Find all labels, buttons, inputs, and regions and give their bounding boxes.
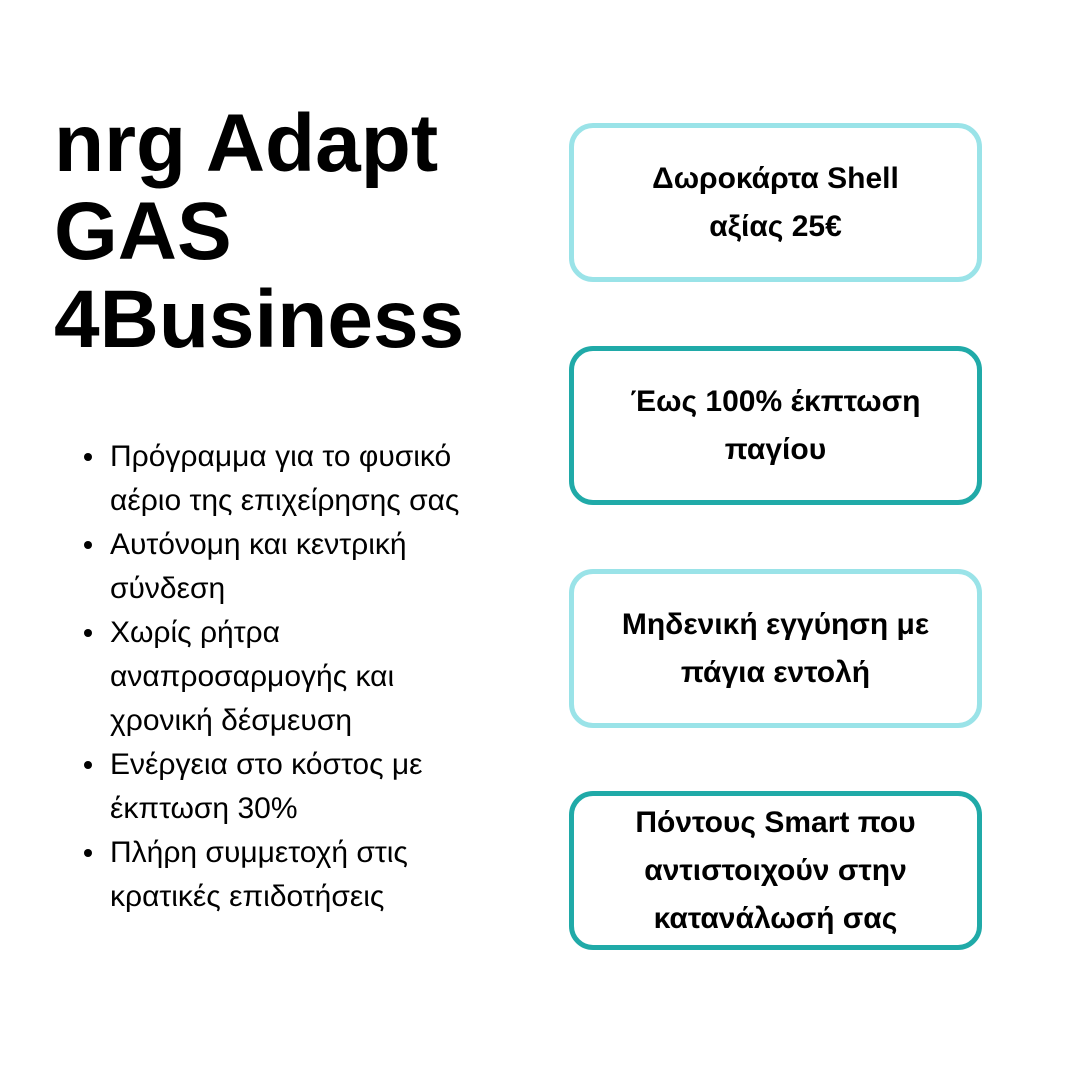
benefit-card-smart-points (569, 791, 982, 950)
benefit-card-fixed-fee-discount (569, 346, 982, 505)
list-item-text: Πλήρη συμμετοχή στις κρατικές επιδοτήσεις (110, 836, 408, 913)
title-line-3: 4Business (54, 274, 465, 365)
bullet-dot-icon (84, 629, 92, 637)
list-item (110, 831, 470, 919)
bullet-dot-icon (84, 761, 92, 769)
benefit-card-text: Μηδενική εγγύηση με πάγια εντολή (621, 607, 930, 689)
bullet-dot-icon (84, 541, 92, 549)
list-item (110, 743, 470, 831)
list-item-text: Αυτόνομη και κεντρική σύνδεση (110, 528, 407, 605)
page-title (54, 100, 464, 364)
bullet-dot-icon (84, 849, 92, 857)
feature-list (110, 435, 470, 919)
list-item (110, 611, 470, 743)
title-line-2: GAS (54, 186, 232, 277)
list-item-text: Πρόγραμμα για το φυσικό αέριο της επιχείρησης σας (110, 440, 460, 517)
list-item (110, 435, 470, 523)
title-line-1: nrg Adapt (54, 98, 439, 189)
benefit-card-text: Δωροκάρτα Shell αξίας 25€ (652, 161, 899, 243)
benefit-card-text: Έως 100% έκπτωση παγίου (630, 384, 921, 466)
list-item (110, 523, 470, 611)
benefit-card-zero-deposit (569, 569, 982, 728)
benefit-card-text: Πόντους Smart που αντιστοιχούν στην κατανάλωσή σας (635, 805, 916, 935)
bullet-dot-icon (84, 453, 92, 461)
list-item-text: Ενέργεια στο κόστος με έκπτωση 30% (110, 748, 423, 825)
list-item-text: Χωρίς ρήτρα αναπροσαρμογής και χρονική δέσμευση (110, 616, 395, 737)
benefit-card-gift-card (569, 123, 982, 282)
